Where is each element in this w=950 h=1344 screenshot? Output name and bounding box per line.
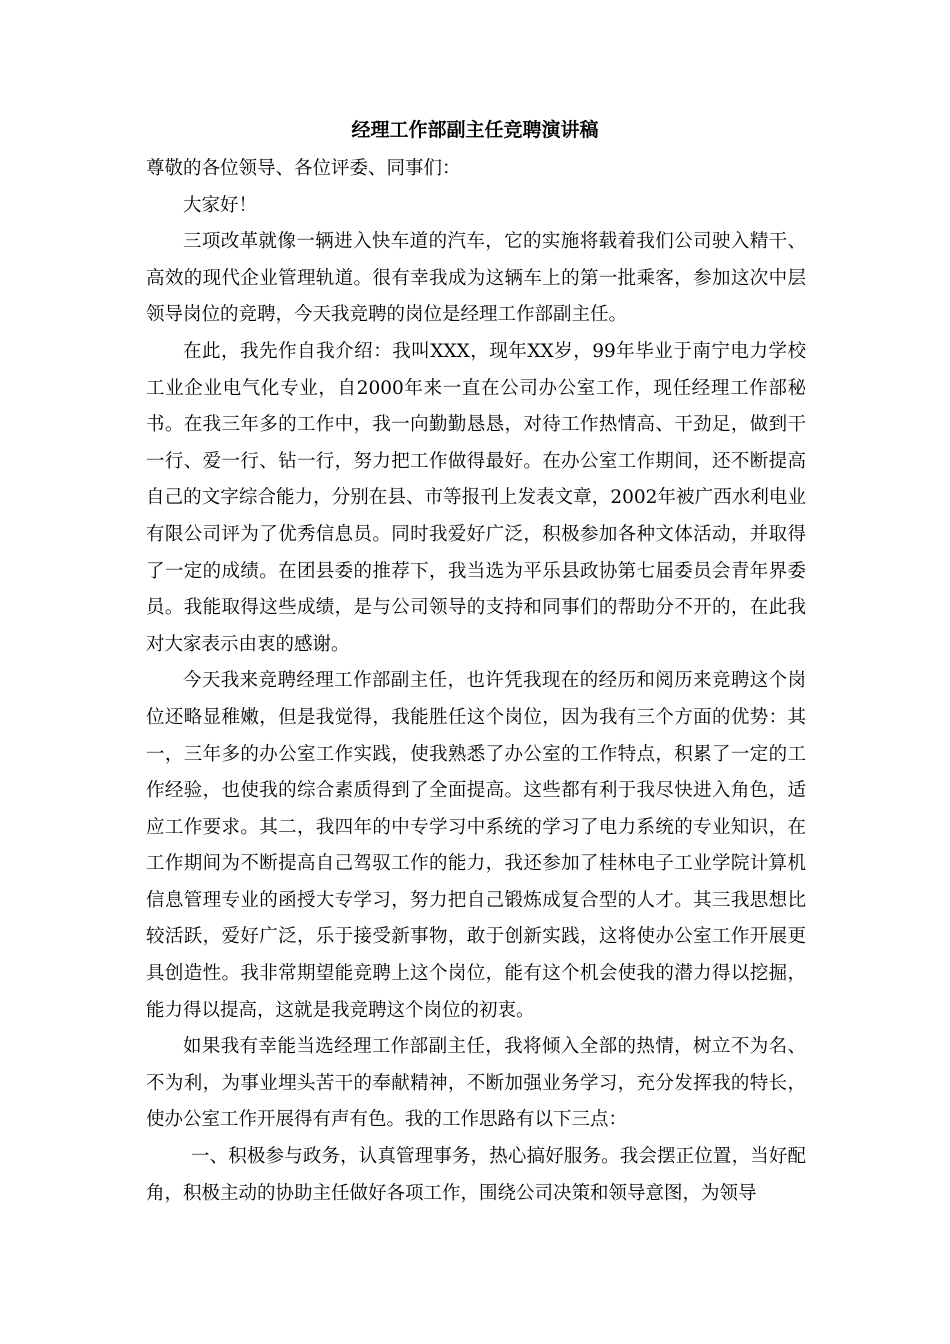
paragraph-greeting: 大家好！ [183, 194, 258, 216]
paragraph-commitment: 如果我有幸能当选经理工作部副主任，我将倾入全部的热情，树立不为名、不为利，为事业埋头苦干的奉献精神，不断加强业务学习，充分发挥我的特长，使办公室工作开展得有声有色。我的工作思路有以下三点： [146, 1036, 806, 1131]
document-body [146, 151, 806, 1212]
document-title: 经理工作部副主任竞聘演讲稿 [351, 119, 599, 141]
paragraph-self-introduction: 在此，我先作自我介绍：我叫XXX，现年XX岁，99年毕业于南宁电力学校工业企业电气化专业，自2000年来一直在公司办公室工作，现任经理工作部秘书。在我三年多的工作中，我一向勤勤恳恳，对待工作热情高、干劲足，做到干一行、爱一行、钻一行，努力把工作做得最好。在办公室工作期间，还不断提高自己的文字综合能力，分别在县、市等报刊上发表文章，2002年被广西水利电业有限公司评为了优秀信息员。同时我爱好广泛，积极参加各种文体活动，并取得了一定的成绩。在团县委的推荐下，我当选为平乐县政协第七届委员会青年界委员。我能取得这些成绩，是与公司领导的支持和同事们的帮助分不开的，在此我对大家表示由衷的感谢。 [146, 340, 806, 655]
paragraph-advantages: 今天我来竞聘经理工作部副主任，也许凭我现在的经历和阅历来竞聘这个岗位还略显稚嫩，但是我觉得，我能胜任这个岗位，因为我有三个方面的优势：其一，三年多的办公室工作实践，使我熟悉了办公室的工作特点，积累了一定的工作经验，也使我的综合素质得到了全面提高。这些都有利于我尽快进入角色，适应工作要求。其二，我四年的中专学习中系统的学习了电力系统的专业知识，在工作期间为不断提高自己驾驭工作的能力，我还参加了桂林电子工业学院计算机信息管理专业的函授大专学习，努力把自己锻炼成复合型的人才。其三我思想比较活跃，爱好广泛，乐于接受新事物，敢于创新实践，这将使办公室工作开展更具创造性。我非常期望能竞聘上这个岗位，能有这个机会使我的潜力得以挖掘，能力得以提高，这就是我竞聘这个岗位的初衷。 [146, 670, 806, 1021]
salutation: 尊敬的各位领导、各位评委、同事们： [146, 158, 461, 179]
paragraph-reform: 三项改革就像一辆进入快车道的汽车，它的实施将载着我们公司驶入精干、高效的现代企业管理轨道。很有幸我成为这辆车上的第一批乘客，参加这次中层领导岗位的竞聘，今天我竞聘的岗位是经理工作部副主任。 [146, 231, 806, 326]
paragraph-work-plan-1: 一、积极参与政务，认真管理事务，热心搞好服务。我会摆正位置，当好配角，积极主动的协助主任做好各项工作，围绕公司决策和领导意图，为领导 [146, 1146, 806, 1204]
